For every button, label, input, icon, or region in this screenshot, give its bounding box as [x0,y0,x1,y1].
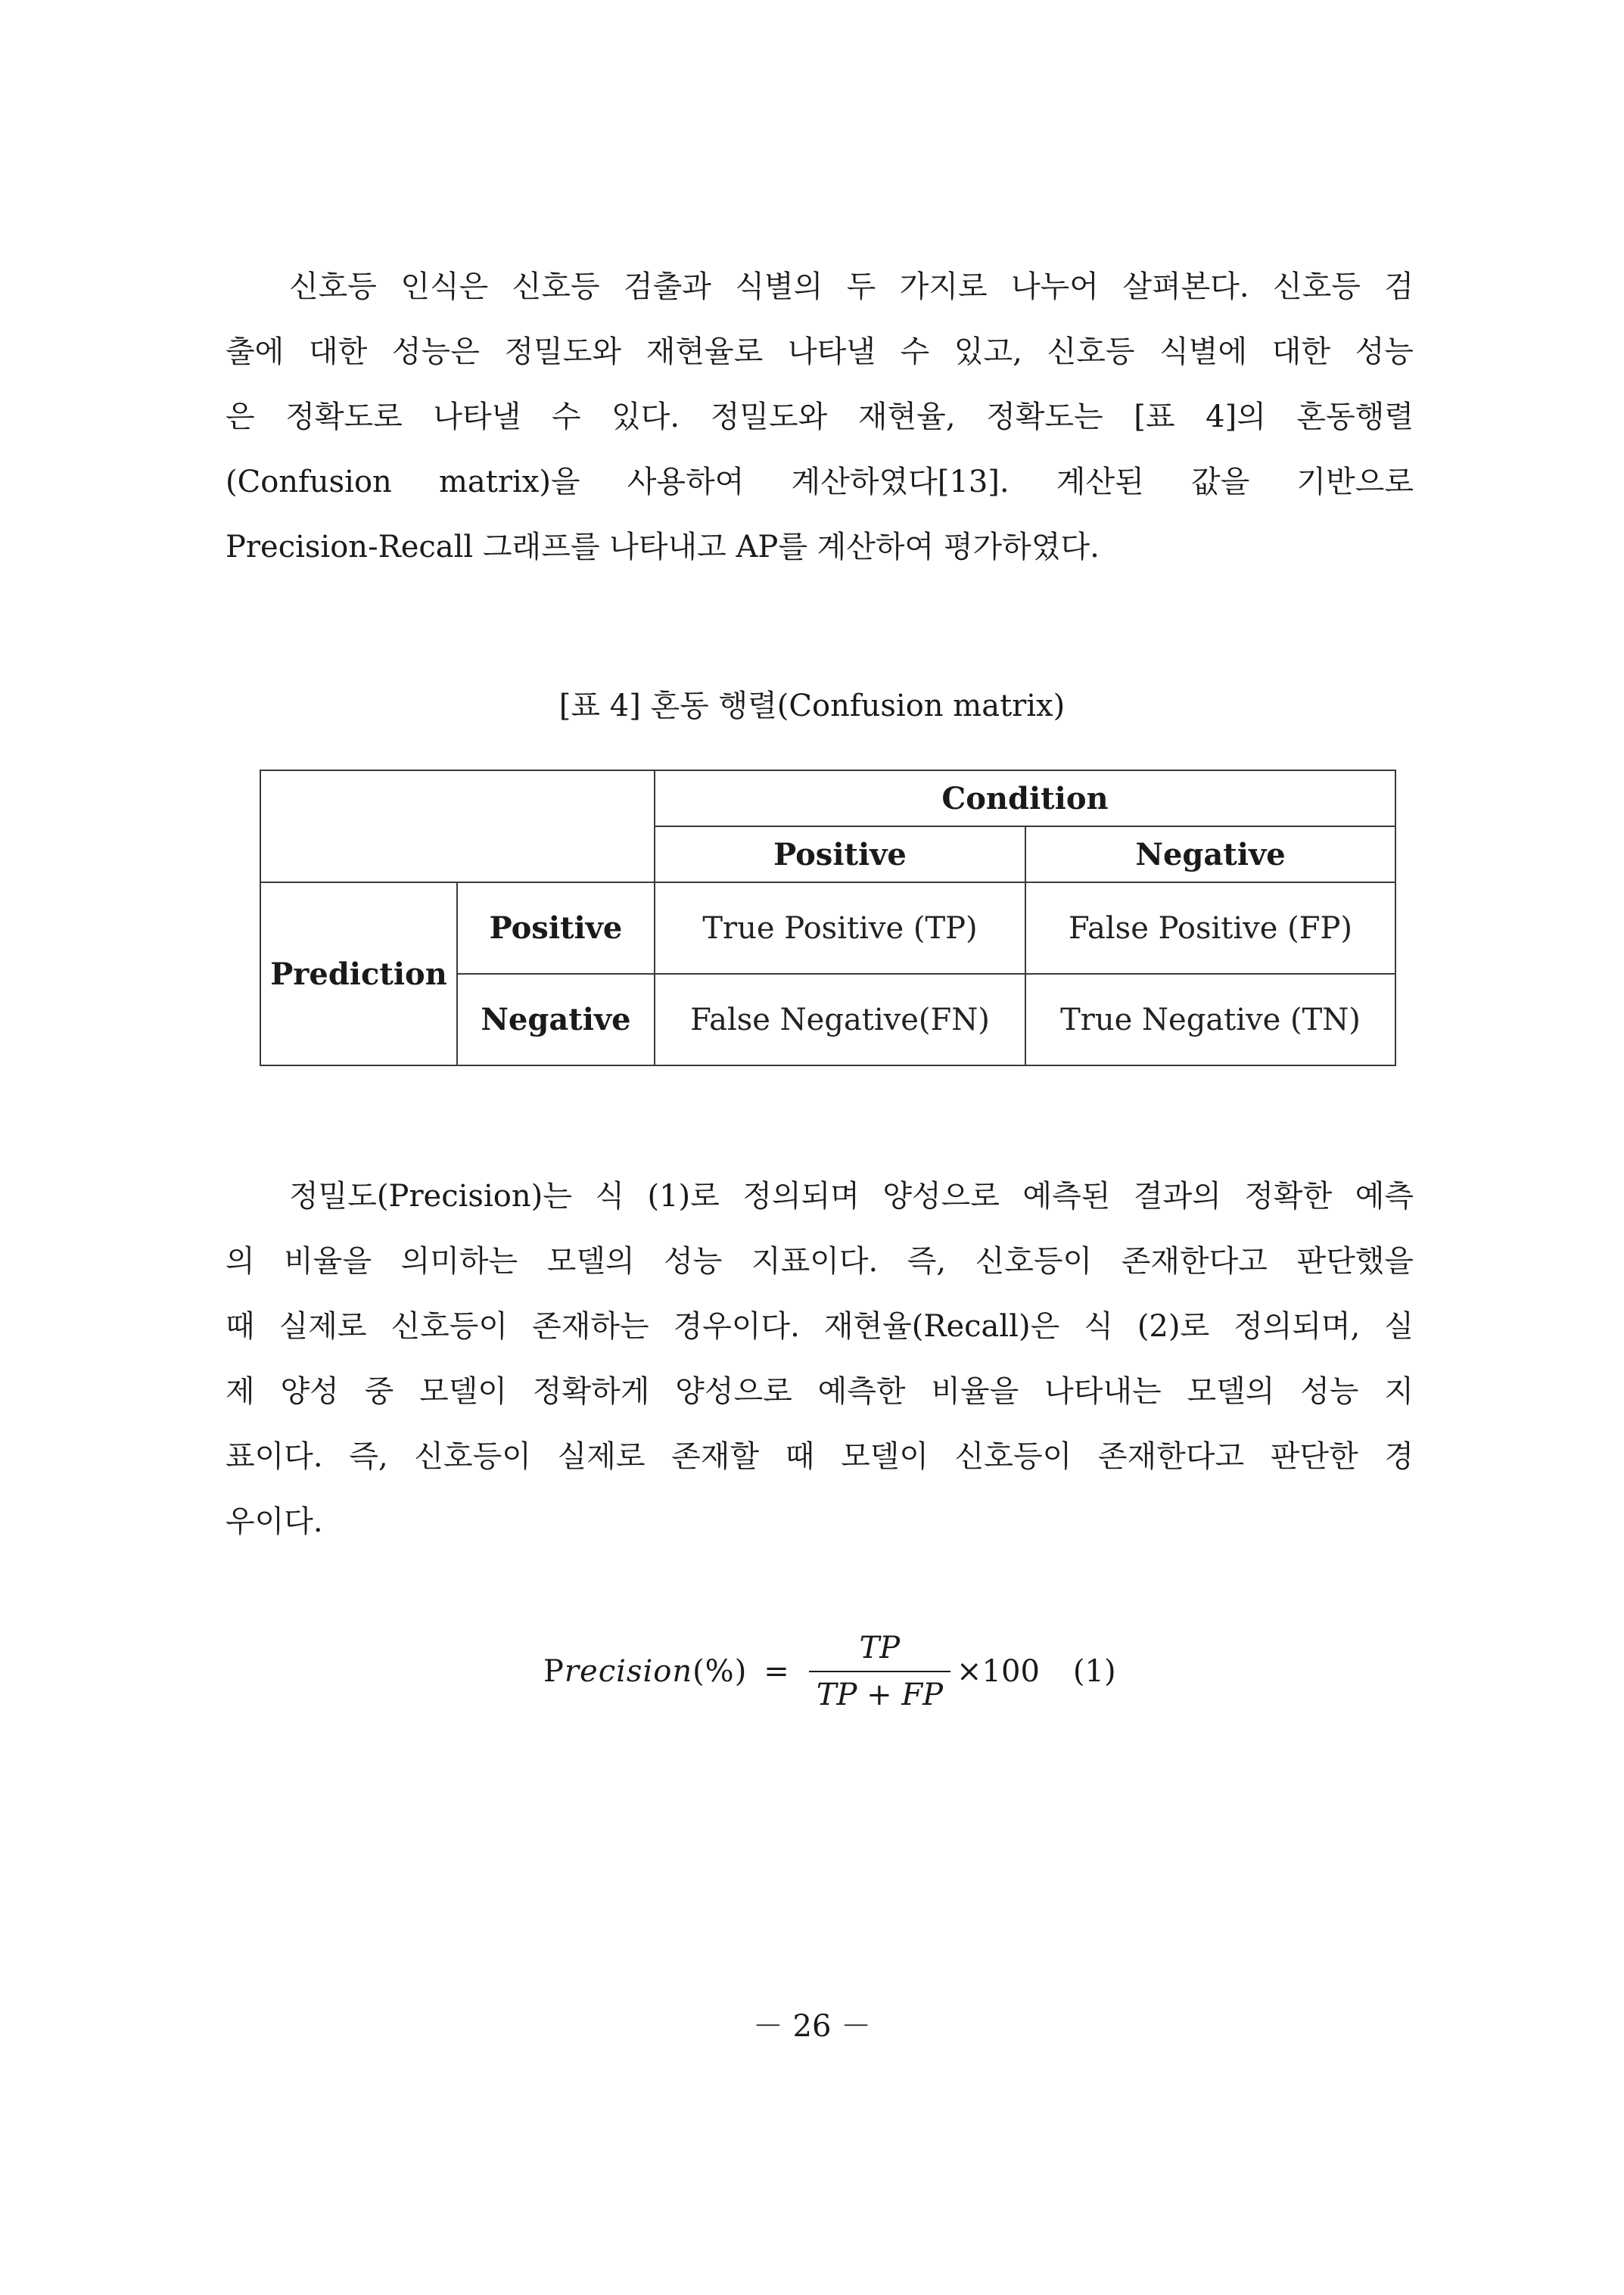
empty-corner-cell [260,770,655,882]
true-positive-cell: True Positive (TP) [655,882,1025,974]
condition-header: Condition [655,770,1395,826]
equation-number: (1) [1072,1654,1116,1689]
formula-equals: = [764,1654,789,1689]
paragraph-2 [226,1164,1414,1554]
formula-lhs-italic: recision [564,1654,693,1689]
paragraph-line: 표이다. 즉, 신호등이 실제로 존재할 때 모델이 신호등이 존재한다고 판단한 경 [226,1439,1414,1474]
column-header-positive: Positive [655,826,1025,882]
row-header-positive: Positive [457,882,655,974]
table-caption: [표 4] 혼동 행렬(Confusion matrix) [558,689,1066,723]
paragraph-line: 때 실제로 신호등이 존재하는 경우이다. 재현율(Recall)은 식 (2)로 정의되며, 실 [226,1309,1414,1344]
paragraph-1 [226,254,1414,580]
formula-numerator: TP [859,1631,901,1665]
paragraph-line: Precision-Recall 그래프를 나타내고 AP를 계산하여 평가하였다. [226,530,1100,564]
paragraph-line: 우이다. [226,1504,323,1539]
precision-formula [543,1628,1116,1715]
formula-lhs [543,1654,747,1689]
paragraph-line: (Confusion matrix)을 사용하여 계산하였다[13]. 계산된 값을 기반으로 [226,465,1414,499]
formula-fraction [809,1628,950,1715]
column-header-negative: Negative [1025,826,1395,882]
false-positive-cell: False Positive (FP) [1025,882,1395,974]
formula-multiplier: ×100 [957,1654,1040,1689]
paragraph-line: 신호등 인식은 신호등 검출과 식별의 두 가지로 나누어 살펴본다. 신호등 검 [289,269,1414,304]
confusion-matrix-table [260,770,1396,1066]
paragraph-line: 정밀도(Precision)는 식 (1)로 정의되며 양성으로 예측된 결과의 정확한 예측 [289,1179,1414,1214]
formula-denominator: TP + FP [816,1678,944,1712]
paragraph-line: 출에 대한 성능은 정밀도와 재현율로 나타낼 수 있고, 신호등 식별에 대한 성능 [226,334,1414,369]
true-negative-cell: True Negative (TN) [1025,974,1395,1065]
prediction-row-header: Prediction [260,882,457,1065]
row-header-negative: Negative [457,974,655,1065]
false-negative-cell: False Negative(FN) [655,974,1025,1065]
paragraph-line: 의 비율을 의미하는 모델의 성능 지표이다. 즉, 신호등이 존재한다고 판단했을 [226,1244,1414,1279]
formula-lhs-prefix: P [543,1654,565,1689]
page-number: － 26 － [752,2009,872,2044]
formula-lhs-suffix: (%) [692,1654,748,1689]
paragraph-line: 은 정확도로 나타낼 수 있다. 정밀도와 재현율, 정확도는 [표 4]의 혼동행렬 [226,400,1414,434]
paragraph-line: 제 양성 중 모델이 정확하게 양성으로 예측한 비율을 나타내는 모델의 성능 지 [226,1374,1414,1409]
